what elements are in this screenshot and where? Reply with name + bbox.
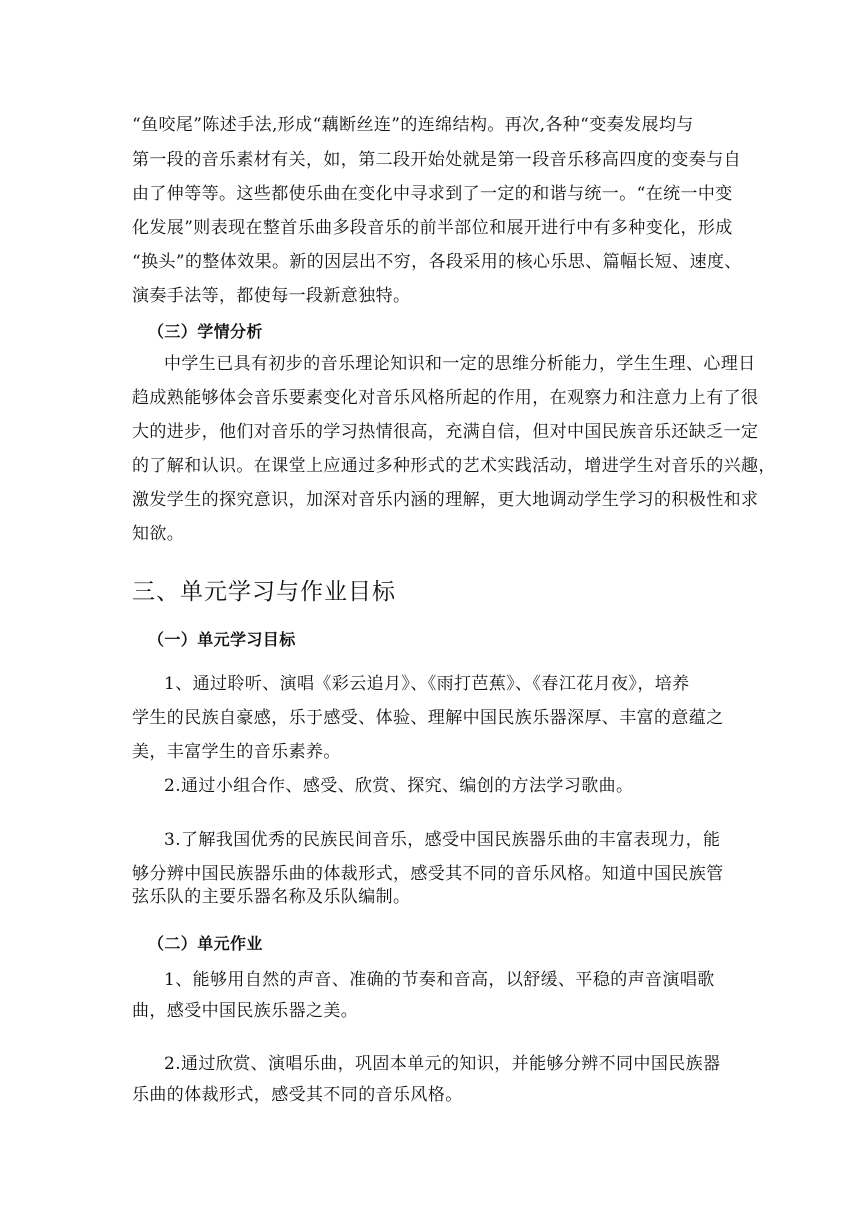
chapter-heading: 三、单元学习与作业目标 xyxy=(132,579,396,605)
section-heading-learning-goals: （一）单元学习目标 xyxy=(148,630,296,649)
goal1-line-3: 美，丰富学生的音乐素养。 xyxy=(132,742,341,762)
section3-line-2: 趋成熟能够体会音乐要素变化对音乐风格所起的作用，在观察力和注意力上有了很 xyxy=(132,388,759,408)
goal1-line-2: 学生的民族自豪感，乐于感受、体验、理解中国民族乐器深厚、丰富的意蕴之 xyxy=(132,708,724,728)
para1-line-6: 演奏手法等，都使每一段新意独特。 xyxy=(132,286,411,306)
goal3-line-2: 够分辨中国民族器乐曲的体裁形式，感受其不同的音乐风格。知道中国民族管 xyxy=(132,864,724,884)
para1-line-5: “换头”的整体效果。新的因层出不穷，各段采用的核心乐思、篇幅长短、速度、 xyxy=(132,252,742,272)
section3-line-1: 中学生已具有初步的音乐理论知识和一定的思维分析能力，学生生理、心理日 xyxy=(164,354,756,374)
section3-line-6: 知欲。 xyxy=(132,524,185,544)
homework1-line-1: 1、能够用自然的声音、准确的节奏和音高，以舒缓、平稳的声音演唱歌 xyxy=(164,970,715,990)
homework1-line-2: 曲，感受中国民族乐器之美。 xyxy=(132,1001,359,1021)
para1-line-4: 化发展”则表现在整首乐曲多段音乐的前半部位和展开进行中有多种变化，形成 xyxy=(132,218,733,238)
homework2-line-1: 2.通过欣赏、演唱乐曲，巩固本单元的知识，并能够分辨不同中国民族器 xyxy=(164,1054,721,1074)
goal1-line-1: 1、通过聆听、演唱《彩云追月》、《雨打芭蕉》、《春江花月夜》，培养 xyxy=(164,674,690,694)
goal3-line-1: 3.了解我国优秀的民族民间音乐，感受中国民族器乐曲的丰富表现力，能 xyxy=(164,830,721,850)
homework2-line-2: 乐曲的体裁形式，感受其不同的音乐风格。 xyxy=(132,1085,463,1105)
section3-line-3: 大的进步，他们对音乐的学习热情很高，充满自信，但对中国民族音乐还缺乏一定 xyxy=(132,422,759,442)
para1-line-3: 由了伸等等。这些都使乐曲在变化中寻求到了一定的和谐与统一。“在统一中变 xyxy=(132,184,733,204)
section3-line-4: 的了解和认识。在课堂上应通过多种形式的艺术实践活动，增进学生对音乐的兴趣， xyxy=(132,456,776,476)
goal2-line-1: 2.通过小组合作、感受、欣赏、探究、编创的方法学习歌曲。 xyxy=(164,776,634,796)
goal3-line-3: 弦乐队的主要乐器名称及乐队编制。 xyxy=(132,887,411,907)
section-heading-learning-analysis: （三）学情分析 xyxy=(148,322,263,341)
section3-line-5: 激发学生的探究意识，加深对音乐内涵的理解，更大地调动学生学习的积极性和求 xyxy=(132,490,759,510)
para1-line-2: 第一段的音乐素材有关，如，第二段开始处就是第一段音乐移高四度的变奏与自 xyxy=(132,150,741,170)
section-heading-homework: （二）单元作业 xyxy=(148,934,263,953)
para1-line-1: “鱼咬尾”陈述手法,形成“藕断丝连”的连绵结构。再次,各种“变奏发展均与 xyxy=(132,115,694,135)
